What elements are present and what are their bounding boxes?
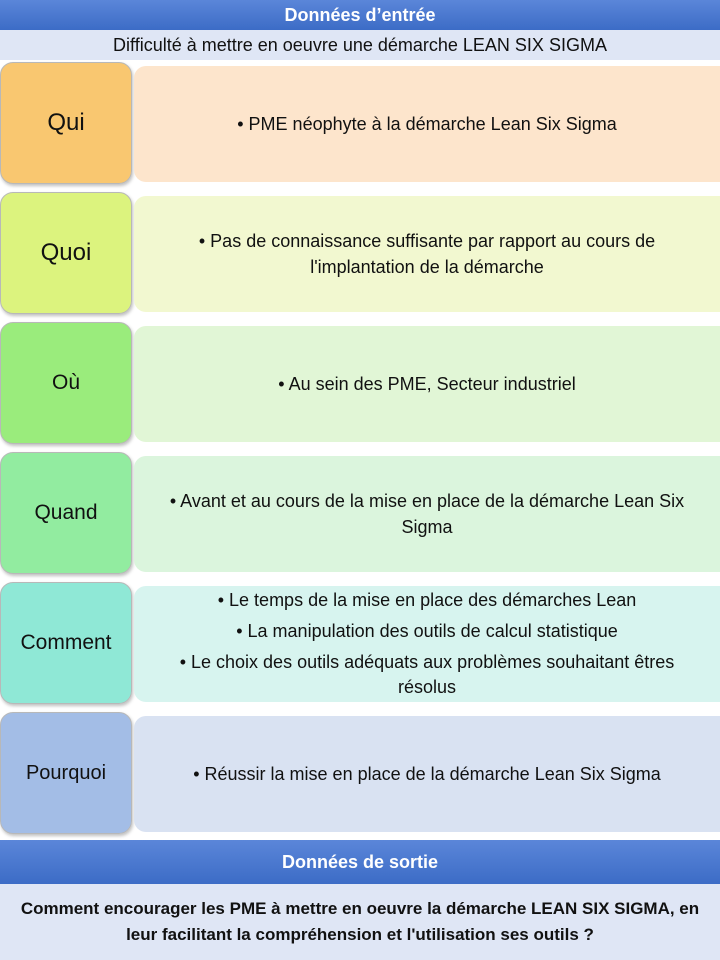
output-question-text: Comment encourager les PME à mettre en oeuvre la démarche LEAN SIX SIGMA, en leur facilitant la compréhension et l'utilisation ses outils ? bbox=[20, 899, 700, 944]
bullet-item: • Avant et au cours de la mise en place de la démarche Lean Six Sigma bbox=[154, 488, 700, 540]
row-label-text: Comment bbox=[20, 631, 112, 654]
row-content-comment bbox=[134, 586, 720, 702]
row-content-quoi bbox=[134, 196, 720, 312]
output-data-title: Données de sortie bbox=[281, 851, 439, 872]
row-label-quoi bbox=[0, 192, 132, 314]
row-label-text: Quoi bbox=[40, 239, 92, 266]
row-label-text: Où bbox=[51, 371, 80, 394]
input-data-title: Données d’entrée bbox=[284, 4, 436, 25]
bullet-item: • Le choix des outils adéquats aux problèmes souhaitant êtres résolus bbox=[154, 650, 700, 700]
problem-statement-text: Difficulté à mettre en oeuvre une démarche LEAN SIX SIGMA bbox=[113, 34, 607, 55]
row-label-text: Quand bbox=[34, 501, 98, 524]
bullet-item: • Réussir la mise en place de la démarche Lean Six Sigma bbox=[193, 761, 661, 787]
row-comment bbox=[0, 582, 720, 706]
bullet-item: • La manipulation des outils de calcul statistique bbox=[154, 619, 700, 644]
row-label-pourquoi bbox=[0, 712, 132, 834]
row-label-text: Pourquoi bbox=[25, 761, 107, 784]
row-ou bbox=[0, 322, 720, 446]
row-content-ou bbox=[134, 326, 720, 442]
row-label-quand bbox=[0, 452, 132, 574]
bullet-item: • PME néophyte à la démarche Lean Six Sigma bbox=[237, 111, 617, 137]
input-data-banner bbox=[0, 0, 720, 30]
problem-statement bbox=[0, 30, 720, 60]
row-label-qui bbox=[0, 62, 132, 184]
row-pourquoi bbox=[0, 712, 720, 836]
row-quoi bbox=[0, 192, 720, 316]
row-content-qui bbox=[134, 66, 720, 182]
bullet-item: • Au sein des PME, Secteur industriel bbox=[278, 371, 575, 397]
row-label-ou bbox=[0, 322, 132, 444]
row-qui bbox=[0, 62, 720, 186]
row-quand bbox=[0, 452, 720, 576]
row-content-pourquoi bbox=[134, 716, 720, 832]
row-content-quand bbox=[134, 456, 720, 572]
output-data-banner bbox=[0, 840, 720, 884]
row-label-comment bbox=[0, 582, 132, 704]
bullet-item: • Le temps de la mise en place des démarches Lean bbox=[154, 588, 700, 613]
bullet-item: • Pas de connaissance suffisante par rapport au cours de l'implantation de la démarche bbox=[154, 228, 700, 280]
row-label-text: Qui bbox=[47, 109, 85, 136]
output-question bbox=[0, 884, 720, 960]
